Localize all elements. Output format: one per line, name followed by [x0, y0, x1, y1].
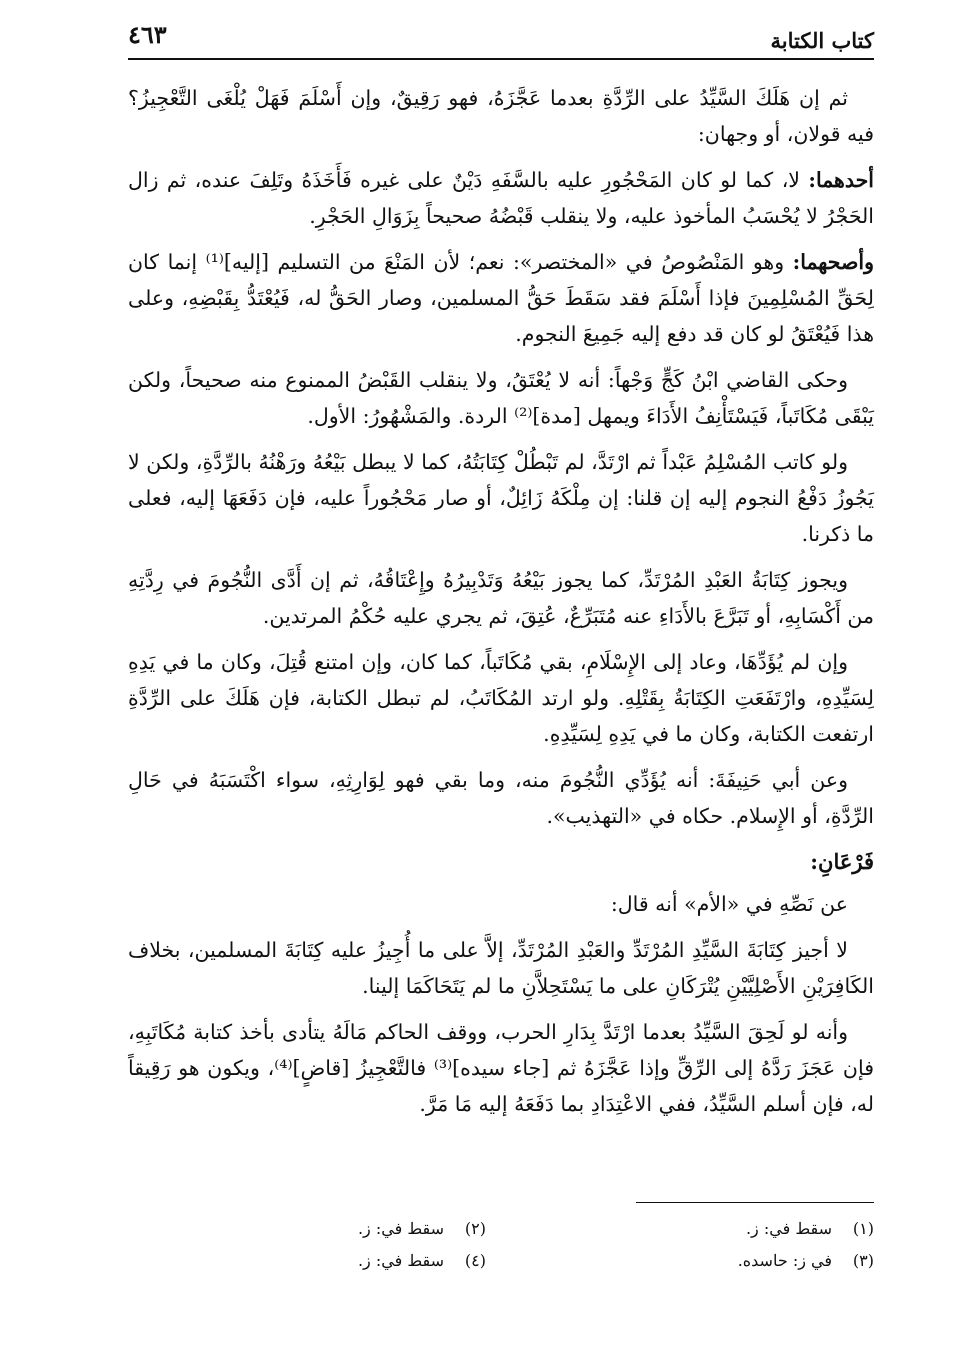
footnote-text: في ز: حاسده.	[737, 1251, 832, 1270]
paragraph-text: ثم إن هَلَكَ السَّيِّدُ على الرِّدَّةِ بعدما عَجَّزَهُ، فهو رَقِيقٌ، وإن أَسْلَمَ فَهَلْ يُلْغَى التَّعْجِيزُ؟ فيه قولان، أو وجهان:	[128, 86, 874, 146]
paragraph-3	[128, 244, 874, 352]
paragraph-text: ويجوز كِتَابَةُ العَبْدِ المُرْتَدِّ، كما يجوز بَيْعُهُ وَتَدْبِيرُهُ وإِعْتَاقُهُ، ثم إن أَدَّى النُّجُومَ في رِدَّتِهِ من أَكْسَابِهِ، أو تَبَرَّعَ بالأَدَاءِ عنه مُتَبَرِّعٌ، عُتِقَ، ثم يجري عليه حُكْمُ المرتدين.	[128, 568, 874, 628]
paragraph-text: وإن لم يُؤَدِّهَا، وعاد إلى الإِسْلَامِ، بقي مُكَاتَباً، كما كان، وإن امتنع قُتِلَ، وكان ما في يَدِهِ لِسَيِّدِهِ، وارْتَفَعَتِ الكِتَابَةُ بِقَتْلِهِ. ولو ارتد المُكَاتَبُ، لم تبطل الكتابة، فإن هَلَكَ على الرِّدَّةِ ارتفعت الكتابة، وكان ما في يَدِهِ لِسَيِّدِهِ.	[128, 650, 874, 746]
paragraph-4	[128, 362, 874, 434]
footnote-text: سقط في: ز.	[357, 1251, 444, 1270]
footnote-text: سقط في: ز.	[745, 1219, 832, 1238]
footnote-4	[358, 1246, 486, 1276]
paragraph-1	[128, 80, 874, 152]
footnote-1	[746, 1214, 874, 1244]
paragraph-text: ولو كاتب المُسْلِمُ عَبْداً ثم ارْتَدَّ، لم تَبْطُلْ كِتَابَتُهُ، كما لا يبطل بَيْعُهُ ورَهْنُهُ بالرِّدَّةِ، ولكن لا يَجُوزُ دَفْعُ النجوم إليه إن قلنا: إن مِلْكَهُ زَائِلٌ، أو صار مَحْجُوراً عليه، فإن دَفَعَهَا إليه، فعلى ما ذكرنا.	[128, 450, 874, 546]
section-paragraph-1: عن نَصِّهِ في «الأم» أنه قال:	[610, 892, 848, 916]
book-page	[128, 14, 874, 1270]
footnote-number: (٣)	[852, 1251, 874, 1270]
running-header	[128, 14, 874, 60]
footnote-text: سقط في: ز.	[357, 1219, 444, 1238]
body-text	[128, 80, 874, 1122]
footnote-2	[358, 1214, 486, 1244]
paragraph-lead: وأصحهما:	[792, 250, 874, 274]
paragraph-text: وحكى القاضي ابْنُ كَجٍّ وَجْهاً: أنه لا يُعْتَقُ، ولا ينقلب القَبْضُ الممنوع منه صحيحاً، ولكن يَبْقَى مُكَاتَباً، فَيَسْتَأْنِفُ الأَدَاءَ ويمهل [مدة]⁽²⁾ الردة. والمَشْهُورُ: الأول.	[128, 368, 874, 428]
paragraph-6	[128, 562, 874, 634]
footnote-3	[738, 1246, 874, 1276]
paragraph-text: لا، كما لو كان المَحْجُورِ عليه بالسَّفَهِ دَيْنٌ على غيره فَأَخَذَهُ وتَلِفَ عنده، ثم زال الحَجْرُ لا يُحْسَبُ المأخوذ عليه، ولا ينقلب قَبْضُهُ صحيحاً بِزَوَالِ الحَجْرِ.	[128, 168, 874, 228]
section-paragraph-2: لا أجيز كِتَابَةَ السَّيِّدِ المُرْتَدِّ والعَبْدِ المُرْتَدِّ، إلاَّ على ما أُجِيزُ عليه كِتَابَةَ المسلمين، بخلاف الكَافِرَيْنِ الأَصْلِيَّيْنِ يُتْرَكَانِ على ما يَسْتَحِلاَّنِ ما لم يَتَحَاكَمَا إلينا.	[128, 938, 874, 998]
footnote-number: (٤)	[464, 1251, 486, 1270]
paragraph-8	[128, 762, 874, 834]
paragraph-lead: أحدهما:	[808, 168, 874, 192]
paragraph-text: وهو المَنْصُوصُ في «المختصر»: نعم؛ لأن المَنْعَ من التسليم [إليه]⁽¹⁾ إنما كان لِحَقِّ المُسْلِمِينَ فإذا أَسْلَمَ فقد سَقَطَ حَقُّ المسلمين، وصار الحَقُّ له، فَيُعْتَدُّ بِقَبْضِهِ، وعلى هذا فَيُعْتَقُ لو كان قد دفع إليه جَمِيعَ النجوم.	[128, 250, 874, 346]
paragraph-text: وعن أبي حَنِيفَةَ: أنه يُؤَدِّي النُّجُومَ منه، وما بقي فهو لِوَارِثِهِ، سواء اكْتَسَبَهُ في حَالِ الرِّدَّةِ، أو الإِسلام. حكاه في «التهذيب».	[128, 768, 874, 828]
section-paragraph-3: وأنه لو لَحِقَ السَّيِّدُ بعدما ارْتَدَّ بِدَارِ الحرب، ووقف الحاكم مَالَهُ يتأدى بأخذ كتابة مُكَاتَبِهِ، فإن عَجَزَ رَدَّهُ إلى الرِّقِّ وإذا عَجَّزَهُ ثم [جاء سيده]⁽³⁾ فالتَّعْجِيزُ [قاضٍ]⁽⁴⁾، ويكون هو رَقِيقاً له، فإن أسلم السَّيِّدُ، ففي الاعْتِدَادِ بما دَفَعَهُ إليه مَا مَرَّ.	[128, 1020, 874, 1116]
running-title: كتاب الكتابة	[770, 28, 874, 53]
section-heading: فَرْعَانِ:	[810, 849, 874, 874]
paragraph-7	[128, 644, 874, 752]
paragraph-2	[128, 162, 874, 234]
footnote-divider	[636, 1202, 874, 1203]
paragraph-5	[128, 444, 874, 552]
footnote-number: (٢)	[464, 1219, 486, 1238]
page-number: ٤٦٣	[128, 20, 167, 49]
footnote-number: (١)	[852, 1219, 874, 1238]
